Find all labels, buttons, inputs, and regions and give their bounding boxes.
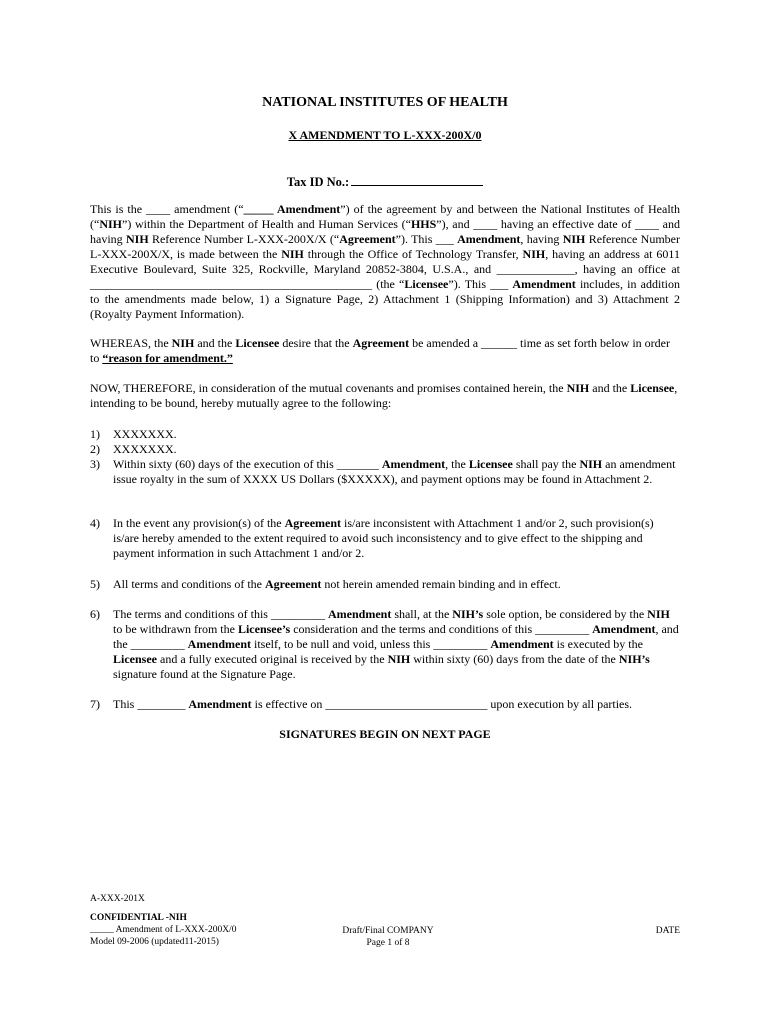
whereas-paragraph: WHEREAS, the NIH and the Licensee desire that the Agreement be amended a ______ time as set forth below in order to “reason for amendment.” xyxy=(90,336,670,365)
document-title: NATIONAL INSTITUTES OF HEALTH xyxy=(262,95,508,110)
document-subtitle: X AMENDMENT TO L-XXX-200X/0 xyxy=(288,128,482,142)
tax-id-label: Tax ID No.: xyxy=(286,175,350,189)
intro-paragraph: This is the ____ amendment (“_____ Amendment”) of the agreement by and between the National Institutes of Health (“NIH”) within the Department of Health and Human Services (“HHS”), and ____ having an effective date of ____ and having NIH Reference Number L-XXX-200X/X (“Agreement”). This ___ Amendment, having NIH Reference Number L-XXX-200X/X, is made between the NIH through the Office of Technology Transfer, NIH, having an address at 6011 Executive Boulevard, Suite 325, Rockville, Maryland 20852-3804, U.S.A., and _____________, having an office at _______________________________________________ (the “Licensee”). This ___ Amendment includes, in addition to the amendments made below, 1) a Signature Page, 2) Attachment 1 (Shipping Information) and 3) Attachment 2 (Royalty Payment Information). xyxy=(90,202,680,321)
footer-model: Model 09-2006 (updated11-2015) xyxy=(90,937,219,947)
therefore-paragraph: NOW, THEREFORE, in consideration of the mutual covenants and promises contained herein, the NIH and the Licensee, intending to be bound, hereby mutually agree to the following: xyxy=(90,381,678,410)
list-item-5: 5) All terms and conditions of the Agreement not herein amended remain binding and in effect. xyxy=(90,577,561,591)
list-items-1-3 xyxy=(90,427,680,487)
signatures-heading: SIGNATURES BEGIN ON NEXT PAGE xyxy=(279,727,491,741)
footer-left xyxy=(90,912,236,948)
footer-date: DATE xyxy=(655,926,680,936)
footer-page-number: Page 1 of 8 xyxy=(366,938,410,948)
list-item: 1) XXXXXXX. xyxy=(90,427,177,441)
list-item-4: 4) In the event any provision(s) of the Agreement is/are inconsistent with Attachment 1 and/or 2, such provision(s) is/are hereby amended to the extent required to avoid such inconsistency and to give effect to the shipping and payment information in such Attachment 1 and/or 2. xyxy=(90,516,654,560)
list-item: 2) XXXXXXX. xyxy=(90,442,177,456)
tax-id-blank xyxy=(351,173,483,186)
list-item: 3) Within sixty (60) days of the execution of this _______ Amendment, the Licensee shall pay the NIH an amendment issue royalty in the sum of XXXX US Dollars ($XXXXX), and payment options may be found in Attachment 2. xyxy=(90,457,676,486)
footer-center xyxy=(318,925,458,949)
footer-doc-id: A-XXX-201X xyxy=(90,894,145,904)
footer-amendment: _____ Amendment of L-XXX-200X/0 xyxy=(90,925,237,935)
footer-draft: Draft/Final COMPANY xyxy=(342,926,434,936)
footer-confidential: CONFIDENTIAL -NIH xyxy=(90,913,187,923)
list-item-7: 7) This ________ Amendment is effective on ___________________________ upon execution by all parties. xyxy=(90,697,633,711)
tax-id-line xyxy=(0,173,770,190)
list-item-6: 6) The terms and conditions of this _________ Amendment shall, at the NIH’s sole option, be considered by the NIH to be withdrawn from the Licensee’s consideration and the terms and conditions of this _________ Amendment, and the _________ Amendment itself, to be null and void, unless this _________ Amendment is executed by the Licensee and a fully executed original is received by the NIH within sixty (60) days from the date of the NIH’s signature found at the Signature Page. xyxy=(90,607,679,681)
